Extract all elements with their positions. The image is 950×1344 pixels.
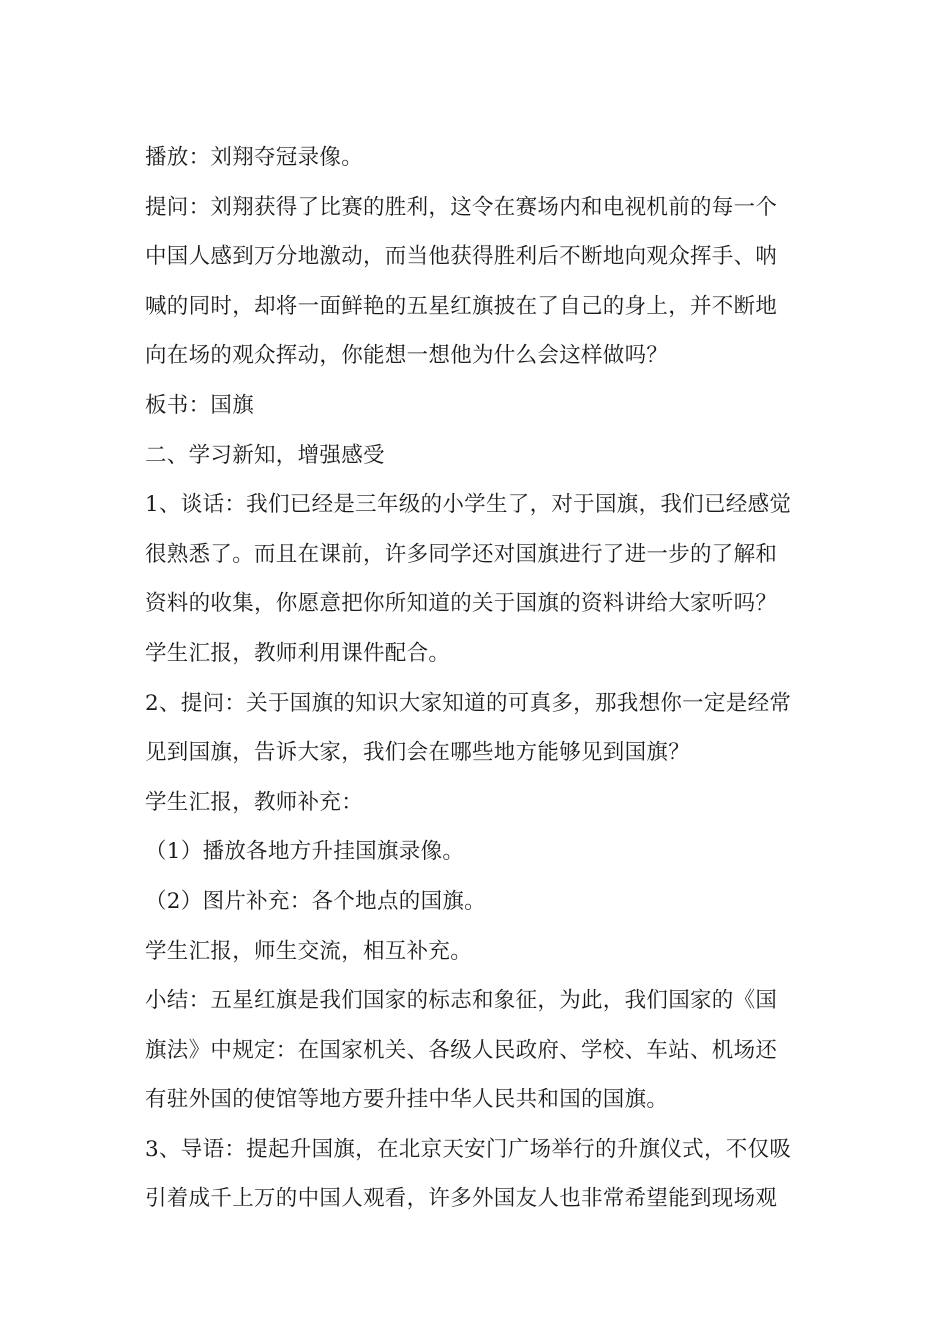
text-line: 向在场的观众挥动，你能想一想他为什么会这样做吗？ xyxy=(145,343,669,369)
text-line: 提问：刘翔获得了比赛的胜利，这令在赛场内和电视机前的每一个 xyxy=(145,194,778,220)
text-line: 喊的同时，却将一面鲜艳的五星红旗披在了自己的身上，并不断地 xyxy=(145,293,778,319)
document-body xyxy=(145,133,810,1224)
text-line: 学生汇报，师生交流，相互补充。 xyxy=(145,938,473,964)
text-line: 资料的收集，你愿意把你所知道的关于国旗的资料讲给大家听吗？ xyxy=(145,591,778,617)
text-line: 小结：五星红旗是我们国家的标志和象征，为此，我们国家的《国 xyxy=(145,988,778,1014)
text-line: 学生汇报，教师补充： xyxy=(145,789,364,815)
text-line: 见到国旗，告诉大家，我们会在哪些地方能够见到国旗？ xyxy=(145,740,691,766)
text-line: 中国人感到万分地激动，而当他获得胜利后不断地向观众挥手、呐 xyxy=(145,244,778,270)
text-line: 引着成千上万的中国人观看，许多外国友人也非常希望能到现场观 xyxy=(145,1186,778,1212)
text-line: 播放：刘翔夺冠录像。 xyxy=(145,145,364,170)
text-line: 1、谈话：我们已经是三年级的小学生了，对于国旗，我们已经感觉 xyxy=(145,492,792,518)
text-line: 很熟悉了。而且在课前，许多同学还对国旗进行了进一步的了解和 xyxy=(145,541,778,567)
text-line: 2、提问：关于国旗的知识大家知道的可真多，那我想你一定是经常 xyxy=(145,690,792,716)
list-item: （1）播放各地方升挂国旗录像。 xyxy=(145,839,465,865)
text-line: 旗法》中规定：在国家机关、各级人民政府、学校、车站、机场还 xyxy=(145,1037,778,1063)
text-line: 有驻外国的使馆等地方要升挂中华人民共和国的国旗。 xyxy=(145,1087,669,1113)
section-heading: 二、学习新知，增强感受 xyxy=(145,442,385,468)
text-line: 学生汇报，教师利用课件配合。 xyxy=(145,640,451,666)
text-line: 板书：国旗 xyxy=(145,392,255,418)
list-item: （2）图片补充：各个地点的国旗。 xyxy=(145,888,486,914)
text-line: 3、导语：提起升国旗，在北京天安门广场举行的升旗仪式，不仅吸 xyxy=(145,1136,792,1162)
